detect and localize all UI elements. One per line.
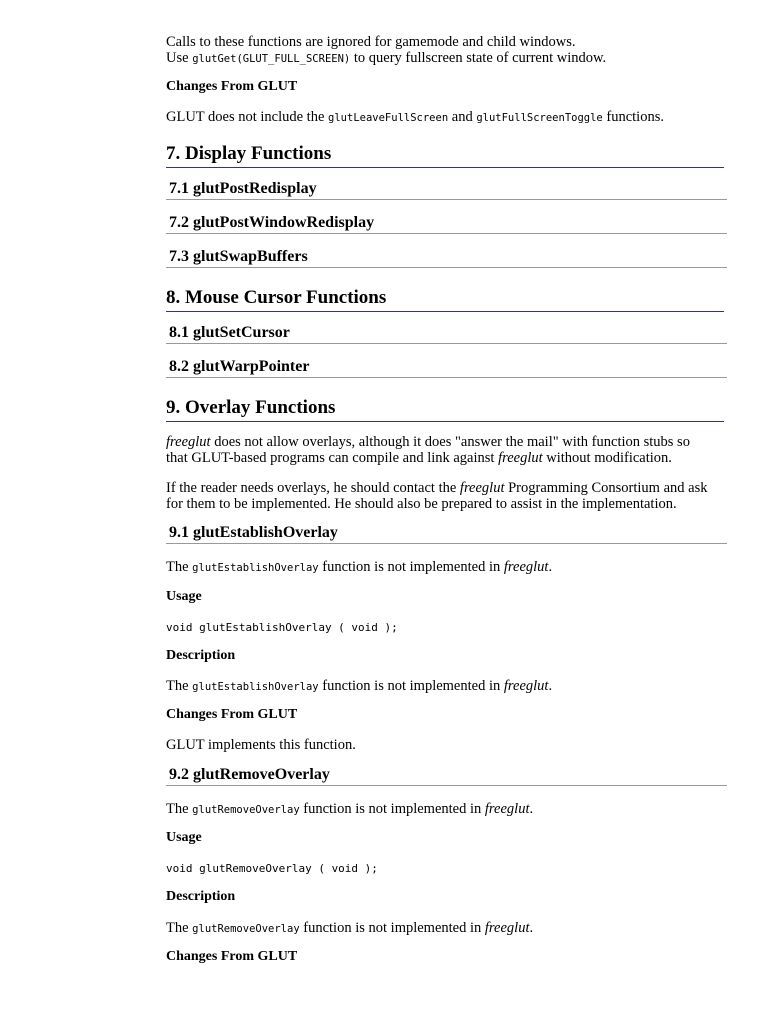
section-heading-display: 7. Display Functions bbox=[166, 143, 724, 168]
changes-from-glut-text bbox=[166, 109, 664, 126]
emphasis: freeglut bbox=[166, 434, 211, 450]
text: and bbox=[448, 109, 477, 125]
establish-description-heading: Description bbox=[166, 648, 236, 663]
remove-usage-code: void glutRemoveOverlay ( void ); bbox=[166, 862, 378, 875]
inline-code: glutGet(GLUT_FULL_SCREEN) bbox=[192, 53, 351, 65]
inline-code: glutRemoveOverlay bbox=[192, 923, 300, 935]
text: . bbox=[548, 678, 553, 694]
text: does not allow overlays, although it does "answer the mail" with function stubs so bbox=[210, 434, 690, 450]
emphasis: freeglut bbox=[503, 559, 549, 575]
overlay-intro2-line1 bbox=[166, 480, 707, 496]
remove-usage-heading: Usage bbox=[166, 830, 202, 845]
text: function is not implemented in bbox=[318, 559, 504, 575]
emphasis: freeglut bbox=[484, 801, 530, 817]
subsection-glutremoveoverlay: 9.2 glutRemoveOverlay bbox=[166, 766, 727, 786]
establish-description-text bbox=[166, 678, 552, 695]
text: function is not implemented in bbox=[299, 801, 485, 817]
overlay-intro2-line2: for them to be implemented. He should also be prepared to assist in the implementation. bbox=[166, 496, 677, 512]
text: to query fullscreen state of current window. bbox=[350, 50, 607, 66]
changes-from-glut-heading: Changes From GLUT bbox=[166, 79, 298, 94]
text: The bbox=[166, 801, 193, 817]
section-heading-mouse-cursor: 8. Mouse Cursor Functions bbox=[166, 287, 724, 312]
inline-code: glutEstablishOverlay bbox=[192, 562, 319, 574]
overlay-intro-line2 bbox=[166, 450, 672, 466]
text: The bbox=[166, 559, 193, 575]
subsection-glutswapbuffers: 7.3 glutSwapBuffers bbox=[166, 248, 727, 268]
text: without modification. bbox=[542, 450, 672, 466]
text: that GLUT-based programs can compile and link against bbox=[166, 450, 499, 466]
establish-usage-heading: Usage bbox=[166, 589, 202, 604]
emphasis: freeglut bbox=[503, 678, 549, 694]
establish-usage-code: void glutEstablishOverlay ( void ); bbox=[166, 621, 398, 634]
text: Programming Consortium and ask bbox=[504, 480, 708, 496]
overlay-intro-line1 bbox=[166, 434, 690, 450]
section-heading-overlay: 9. Overlay Functions bbox=[166, 397, 724, 422]
text: . bbox=[529, 920, 534, 936]
establish-changes-heading: Changes From GLUT bbox=[166, 707, 298, 722]
emphasis: freeglut bbox=[484, 920, 530, 936]
text: The bbox=[166, 678, 193, 694]
text: function is not implemented in bbox=[299, 920, 485, 936]
fullscreen-note-line1: Calls to these functions are ignored for gamemode and child windows. bbox=[166, 34, 576, 50]
inline-code: glutFullScreenToggle bbox=[476, 112, 603, 124]
text: functions. bbox=[602, 109, 664, 125]
fullscreen-note-line2 bbox=[166, 50, 606, 67]
emphasis: freeglut bbox=[498, 450, 543, 466]
subsection-glutsetcursor: 8.1 glutSetCursor bbox=[166, 324, 727, 344]
text: function is not implemented in bbox=[318, 678, 504, 694]
establish-text bbox=[166, 559, 552, 576]
text: . bbox=[548, 559, 553, 575]
text: The bbox=[166, 920, 193, 936]
remove-description-heading: Description bbox=[166, 889, 236, 904]
subsection-glutpostredisplay: 7.1 glutPostRedisplay bbox=[166, 180, 727, 200]
subsection-glutpostwindowredisplay: 7.2 glutPostWindowRedisplay bbox=[166, 214, 727, 234]
text: . bbox=[529, 801, 534, 817]
remove-changes-heading: Changes From GLUT bbox=[166, 949, 298, 964]
text: If the reader needs overlays, he should contact the bbox=[166, 480, 460, 496]
remove-text bbox=[166, 801, 533, 818]
establish-changes-text: GLUT implements this function. bbox=[166, 737, 356, 753]
inline-code: glutLeaveFullScreen bbox=[328, 112, 449, 124]
subsection-glutestablishoverlay: 9.1 glutEstablishOverlay bbox=[166, 524, 727, 544]
text: Use bbox=[166, 50, 193, 66]
inline-code: glutEstablishOverlay bbox=[192, 681, 319, 693]
emphasis: freeglut bbox=[459, 480, 505, 496]
remove-description-text bbox=[166, 920, 533, 937]
text: GLUT does not include the bbox=[166, 109, 329, 125]
subsection-glutwarppointer: 8.2 glutWarpPointer bbox=[166, 358, 727, 378]
inline-code: glutRemoveOverlay bbox=[192, 804, 300, 816]
